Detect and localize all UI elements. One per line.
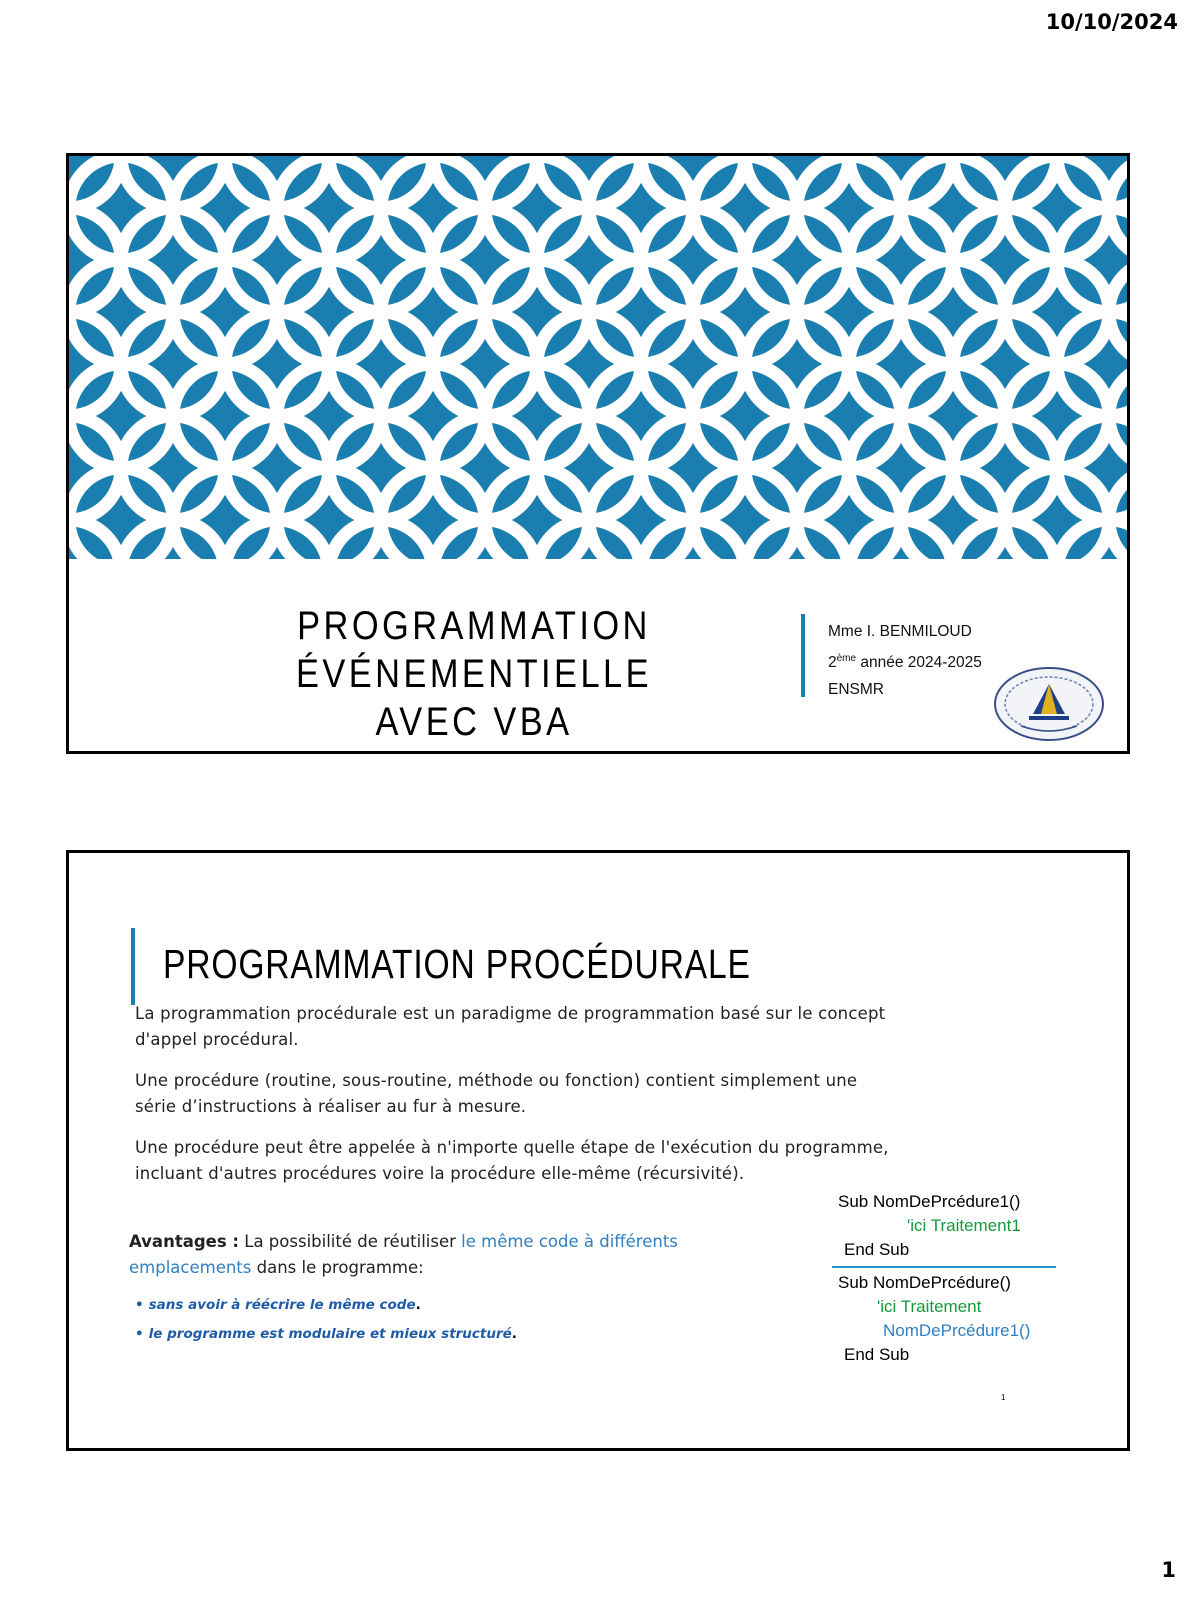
- presentation-title: [160, 602, 788, 746]
- page-number: 1: [1161, 1558, 1176, 1582]
- paragraph-call: Une procédure peut être appelée à n'importe quelle étape de l'exécution du programme, incluant d'autres procédures voire la procédure elle-même (récursivité).: [135, 1138, 889, 1183]
- list-item: • sans avoir à réécrire le même code.: [135, 1297, 421, 1313]
- author-info: [828, 618, 982, 703]
- advantages-highlight: le même code à différents emplacements: [129, 1232, 678, 1277]
- advantages-text: Avantages : La possibilité de réutiliser le même code à différents emplacements dans le programme:: [129, 1232, 678, 1277]
- title-line-2: AVEC VBA: [375, 700, 573, 744]
- paragraph-definition: La programmation procédurale est un paradigme de programmation basé sur le concept d'appel procédural.: [135, 1004, 886, 1049]
- school-seal-icon: [993, 666, 1105, 742]
- advantages-label: Avantages :: [129, 1232, 240, 1251]
- decorative-pattern: [69, 156, 1127, 559]
- title-line-1: PROGRAMMATION ÉVÉNEMENTIELLE: [296, 604, 652, 696]
- list-item: • le programme est modulaire et mieux structuré.: [135, 1326, 517, 1342]
- paragraph-procedure: Une procédure (routine, sous-routine, méthode ou fonction) contient simplement une série d’instructions à réaliser au fur à mesure.: [135, 1071, 858, 1116]
- accent-divider: [801, 614, 805, 697]
- academic-year: 2ème année 2024-2025: [828, 653, 982, 672]
- accent-divider: [131, 928, 135, 1005]
- slide-title: PROGRAMMATION PROCÉDURALE: [163, 941, 751, 987]
- code-call: NomDePrcédure1(): [883, 1321, 1031, 1340]
- slide-number: 1: [1001, 1393, 1006, 1402]
- code-line: Sub NomDePrcédure1(): [838, 1192, 1021, 1211]
- code-line: Sub NomDePrcédure(): [838, 1273, 1011, 1292]
- slide-title: [66, 153, 1130, 754]
- page-date: 10/10/2024: [1045, 10, 1178, 34]
- code-separator: [832, 1266, 1056, 1268]
- code-comment: 'ici Traitement1: [907, 1216, 1021, 1235]
- author-name: Mme I. BENMILOUD: [828, 623, 972, 640]
- slide-procedural: [66, 850, 1130, 1451]
- code-line: End Sub: [844, 1240, 910, 1259]
- code-comment: 'ici Traitement: [877, 1297, 982, 1316]
- advantages-list: [135, 1291, 517, 1349]
- school-name: ENSMR: [828, 681, 884, 699]
- code-line: End Sub: [844, 1345, 910, 1364]
